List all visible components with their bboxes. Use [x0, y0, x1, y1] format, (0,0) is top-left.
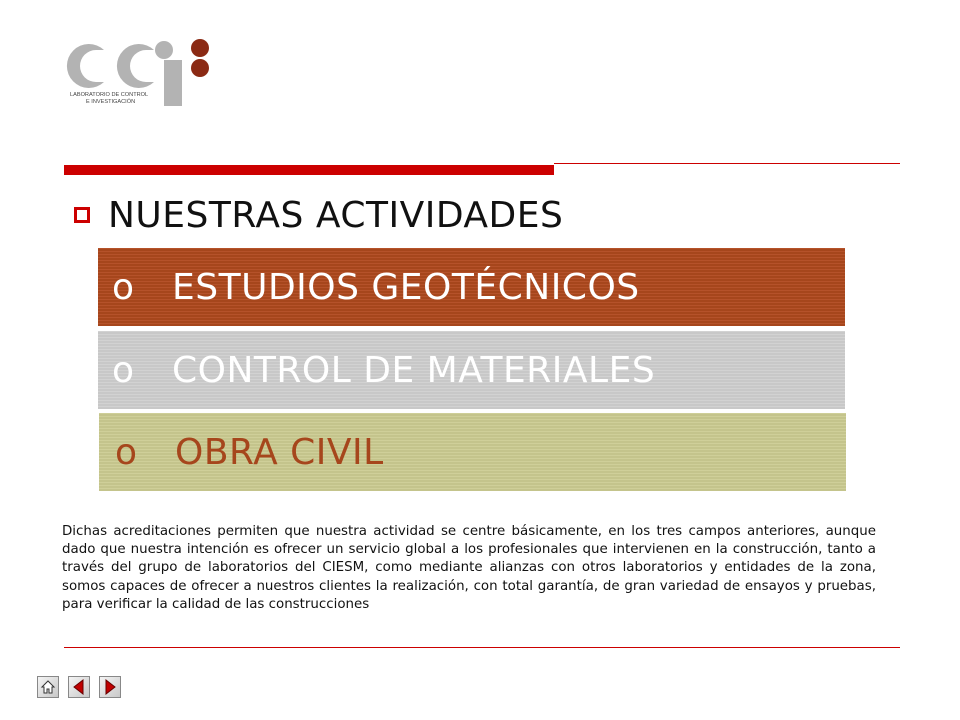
home-button[interactable] [37, 676, 59, 698]
section-heading [74, 190, 563, 240]
logo-subtitle-line1: LABORATORIO DE CONTROL [70, 92, 149, 98]
next-icon [102, 679, 118, 695]
logo-dot [191, 59, 209, 77]
logo-dot [155, 41, 173, 59]
next-button[interactable] [99, 676, 121, 698]
activity-bullet: o [112, 266, 135, 308]
activity-bullet: o [112, 349, 135, 391]
activity-band-materials [98, 331, 845, 409]
activity-band-civil-works [99, 413, 846, 491]
footer-rule [64, 647, 900, 648]
description-paragraph: Dichas acreditaciones permiten que nuestra actividad se centre básicamente, en los tres campos anteriores, aunque dado que nuestra intención es ofrecer un servicio global a los profesionales que intervienen en la construcción, tanto a través del grupo de laboratorios del CIESM, como mediante alianzas con otros laboratorios y entidades de la zona, somos capaces de ofrecer a nuestros clientes la realización, con total garantía, de gran variedad de ensayos y pruebas, para verificar la calidad de las construcciones [62, 524, 876, 612]
logo-letter-i [164, 60, 182, 106]
activity-label: ESTUDIOS GEOTÉCNICOS [172, 266, 640, 308]
logo-letter-c1 [67, 44, 104, 88]
activity-label: OBRA CIVIL [175, 431, 384, 473]
home-icon [40, 679, 56, 695]
cci-logo [60, 36, 230, 112]
square-bullet-icon [74, 207, 90, 223]
header-rule-thin [554, 163, 900, 164]
activity-band-geotechnical [98, 248, 845, 326]
activity-bullet: o [115, 431, 138, 473]
activity-label: CONTROL DE MATERIALES [172, 349, 656, 391]
previous-button[interactable] [68, 676, 90, 698]
logo-letter-c2 [117, 44, 154, 88]
heading-title: NUESTRAS ACTIVIDADES [108, 194, 564, 236]
previous-icon [71, 679, 87, 695]
logo-subtitle-line2: E INVESTIGACIÓN [86, 99, 136, 105]
logo-dot [191, 39, 209, 57]
header-rule-thick [64, 165, 554, 175]
